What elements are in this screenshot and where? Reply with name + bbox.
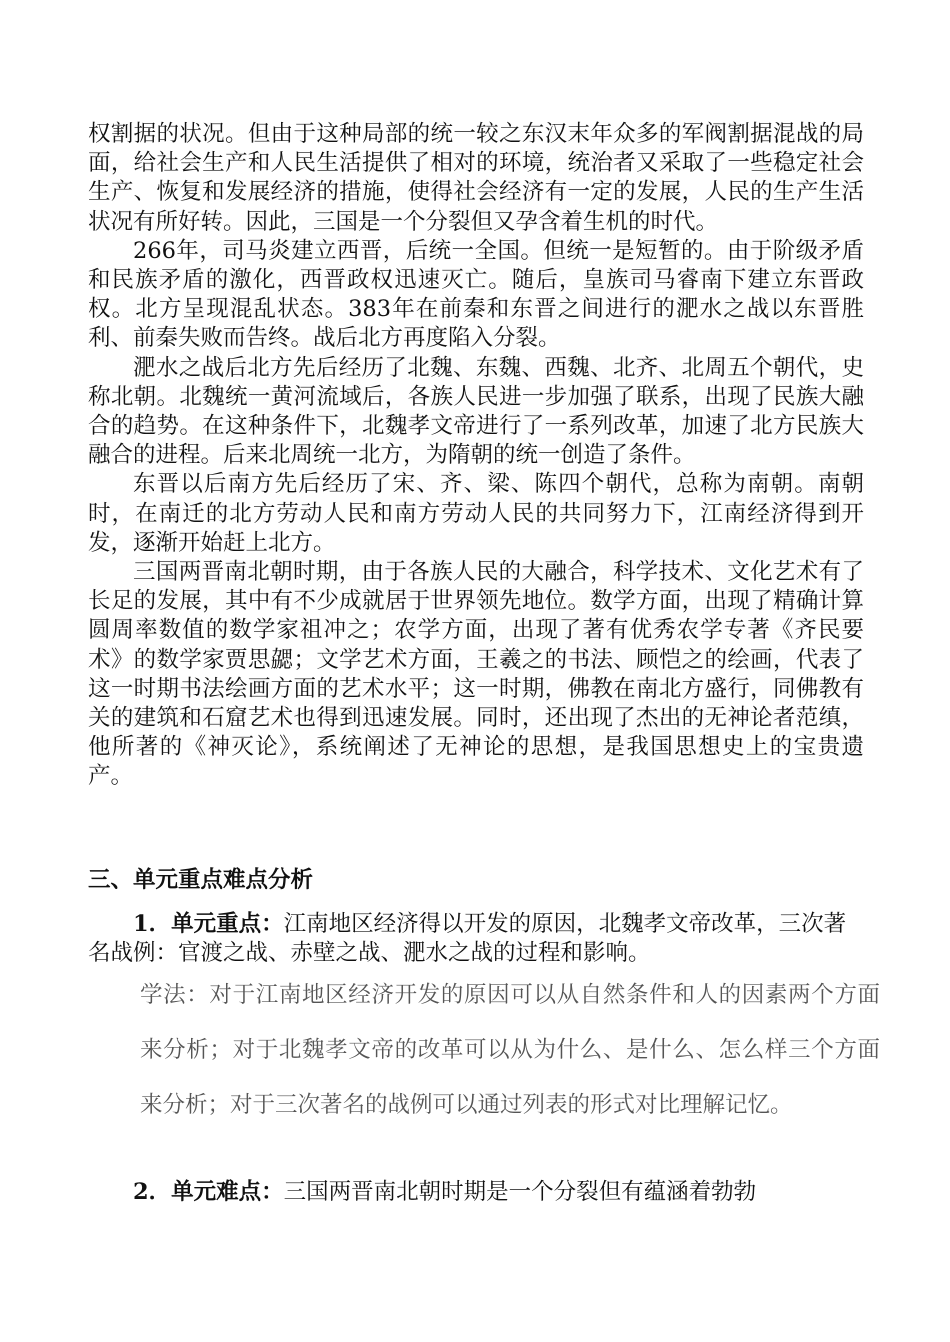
paragraph-culture-science: 三国两晋南北朝时期，由于各族人民的大融合，科学技术、文化艺术有了长足的发展，其中有不少成就居于世界领先地位。数学方面，出现了精确计算圆周率数值的数学家祖冲之；农学方面，出现了著有优秀农学专著《齐民要术》的数学家贾思勰；文学艺术方面，王羲之的书法、顾恺之的绘画，代表了这一时期书法绘画方面的艺术水平；这一时期，佛教在南北方盛行，同佛教有关的建筑和石窟艺术也得到迅速发展。同时，还出现了杰出的无神论者范缜，他所著的《神灭论》，系统阐述了无神论的思想，是我国思想史上的宝贵遗产。 xyxy=(88,559,864,790)
body-text xyxy=(88,120,864,792)
difficult-points-label: 2．单元难点： xyxy=(133,1179,284,1205)
key-points-label: 1．单元重点： xyxy=(133,911,284,937)
paragraph-northern-dynasties: 淝水之战后北方先后经历了北魏、东魏、西魏、北齐、北周五个朝代，史称北朝。北魏统一黄河流域后，各族人民进一步加强了联系，出现了民族大融合的趋势。在这种条件下，北魏孝文帝进行了一系列改革，加速了北方民族大融合的进程。后来北周统一北方，为隋朝的统一创造了条件。 xyxy=(88,354,864,469)
paragraph-continuation: 权割据的状况。但由于这种局部的统一较之东汉末年众多的军阀割据混战的局面，给社会生产和人民生活提供了相对的环境，统治者又采取了一些稳定社会生产、恢复和发展经济的措施，使得社会经济有一定的发展，人民的生产生活状况有所好转。因此，三国是一个分裂但又孕含着生机的时代。 xyxy=(88,121,864,235)
study-method-paragraph: 学法：对于江南地区经济开发的原因可以从自然条件和人的因素两个方面来分析；对于北魏孝文帝的改革可以从为什么、是什么、怎么样三个方面来分析；对于三次著名的战例可以通过列表的形式对比理解记忆。 xyxy=(140,982,880,1118)
key-points-text: 江南地区经济得以开发的原因，北魏孝文帝改革，三次著名战例：官渡之战、赤壁之战、淝水之战的过程和影响。 xyxy=(88,911,847,966)
key-points-paragraph xyxy=(88,910,864,968)
paragraph-southern-dynasties: 东晋以后南方先后经历了宋、齐、梁、陈四个朝代，总称为南朝。南朝时，在南迁的北方劳动人民和南方劳动人民的共同努力下，江南经济得到开发，逐渐开始赶上北方。 xyxy=(88,471,864,556)
paragraph-western-jin: 266年，司马炎建立西晋，后统一全国。但统一是短暂的。由于阶级矛盾和民族矛盾的激化，西晋政权迅速灭亡。随后，皇族司马睿南下建立东晋政权。北方呈现混乱状态。383年在前秦和东晋之间进行的淝水之战以东晋胜利、前秦失败而告终。战后北方再度陷入分裂。 xyxy=(88,237,864,352)
difficult-points-text: 三国两晋南北朝时期是一个分裂但有蕴涵着勃勃 xyxy=(283,1179,757,1205)
difficult-points-paragraph xyxy=(88,1178,864,1207)
section-heading: 三、单元重点难点分析 xyxy=(88,867,314,893)
